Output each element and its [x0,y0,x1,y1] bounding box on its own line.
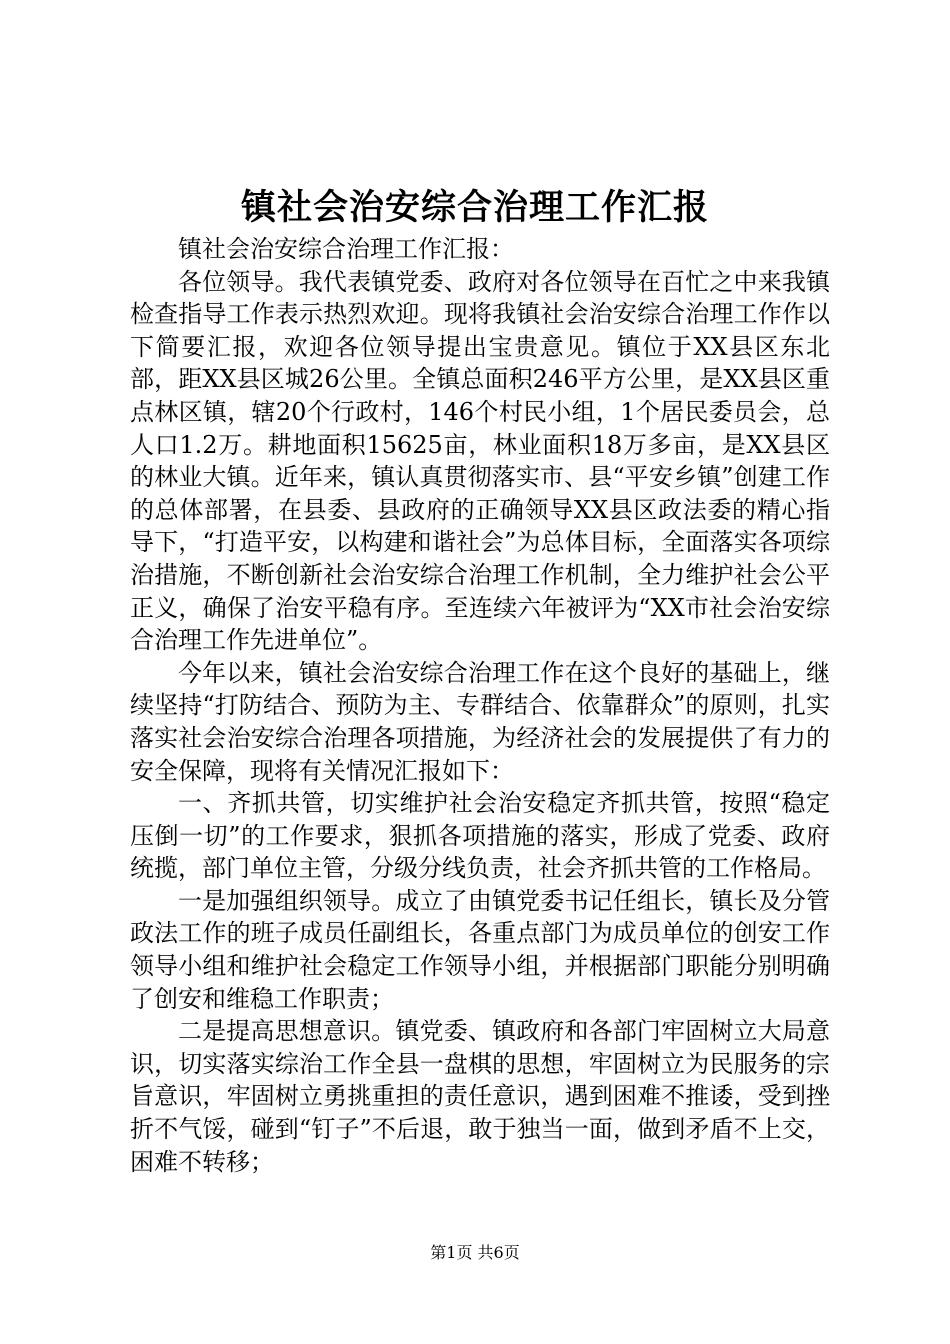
document-body [130,233,830,1178]
document-title: 镇社会治安综合治理工作汇报 [240,187,709,228]
paragraph-greeting-heading: 镇社会治安综合治理工作汇报： [178,235,514,263]
paragraph-item-one: 一是加强组织领导。成立了由镇党委书记任组长，镇长及分管政法工作的班子成员任副组长，各重点部门为成员单位的创安工作领导小组和维护社会稳定工作领导小组，并根据部门职能分别明确了创安和维稳工作职责； [130,886,830,1013]
page-number-footer: 第1页 共6页 [430,1243,520,1262]
paragraph-overview: 今年以来，镇社会治安综合治理工作在这个良好的基础上，继续坚持“打防结合、预防为主、专群结合、依靠群众”的原则，扎实落实社会治安综合治理各项措施，为经济社会的发展提供了有力的安全保障，现将有关情况汇报如下： [130,658,830,785]
paragraph-item-two: 二是提高思想意识。镇党委、镇政府和各部门牢固树立大局意识，切实落实综治工作全县一盘棋的思想，牢固树立为民服务的宗旨意识，牢固树立勇挑重担的责任意识，遇到困难不推诿，受到挫折不气馁，碰到“钉子”不后退，敢于独当一面，做到矛盾不上交，困难不转移； [130,1017,830,1176]
paragraph-introduction: 各位领导。我代表镇党委、政府对各位领导在百忙之中来我镇检查指导工作表示热烈欢迎。现将我镇社会治安综合治理工作作以下简要汇报，欢迎各位领导提出宝贵意见。镇位于XX县区东北部，距XX县区城26公里。全镇总面积246平方公里，是XX县区重点林区镇，辖20个行政村，146个村民小组，1个居民委员会，总人口1.2万。耕地面积15625亩，林业面积18万多亩，是XX县区的林业大镇。近年来，镇认真贯彻落实市、县“平安乡镇”创建工作的总体部署，在县委、县政府的正确领导XX县区政法委的精心指导下，“打造平安，以构建和谐社会”为总体目标，全面落实各项综治措施，不断创新社会治安综合治理工作机制，全力维护社会公平正义，确保了治安平稳有序。至连续六年被评为“XX市社会治安综合治理工作先进单位”。 [130,267,830,655]
paragraph-section-one: 一、齐抓共管，切实维护社会治安稳定齐抓共管，按照“稳定压倒一切”的工作要求，狠抓各项措施的落实，形成了党委、政府统揽，部门单位主管，分级分线负责，社会齐抓共管的工作格局。 [130,789,830,883]
